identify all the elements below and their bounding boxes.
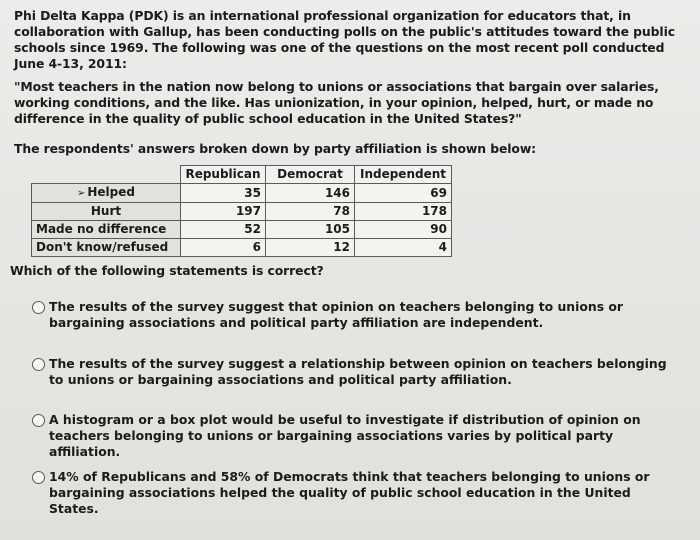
table-header-row [32,166,452,184]
intro-paragraph: Phi Delta Kappa (PDK) is an international professional organization for educators that, in collaboration with Gallup, has been conducting polls on the public's attitudes toward the public schools since 1969. The following was one of the questions on the most recent poll conducted June 4-13, 2011: [14,8,675,71]
table-row [32,184,452,203]
radio-button-icon[interactable] [32,471,45,484]
table-cell: 12 [266,239,355,257]
option-text: A histogram or a box plot would be useful to investigate if distribution of opinion on teachers belonging to unions or bargaining associations varies by political party affiliation. [49,412,641,459]
table-caption: The respondents' answers broken down by party affiliation is shown below: [14,141,537,156]
table-row [32,221,452,239]
table-row [32,239,452,257]
option-text: The results of the survey suggest a relationship between opinion on teachers belonging to unions or bargaining associations and political party affiliation. [49,356,667,387]
answer-option-a[interactable] [32,299,682,331]
row-label-text: Helped [87,185,135,199]
table-cell: 35 [181,184,266,203]
option-text-end: the quality of public school education in the United States. [49,485,631,516]
option-text [49,469,682,517]
radio-button-icon[interactable] [32,358,45,371]
answer-option-c[interactable] [32,412,682,460]
table-cell: 69 [355,184,452,203]
table-cell: 6 [181,239,266,257]
option-text-start: 14% of Republicans and 58% of Democrats think that teachers belonging to unions or bargaining associations [49,469,650,500]
option-text: The results of the survey suggest that opinion on teachers belonging to unions or bargaining associations and political party affiliation are independent. [49,299,624,330]
question-prompt: Which of the following statements is correct? [10,263,324,278]
answer-option-d[interactable] [32,469,682,517]
table-row [32,203,452,221]
radio-button-icon[interactable] [32,301,45,314]
poll-question-quote: "Most teachers in the nation now belong to unions or associations that bargain over salaries, working conditions, and the like. Has unionization, in your opinion, helped, hurt, or made no difference in the quality of public school education in the United States?" [14,79,659,126]
table-cell: 52 [181,221,266,239]
column-header-independent: Independent [355,166,452,184]
table-cell: 90 [355,221,452,239]
row-label-hurt: Hurt [32,203,181,221]
table-corner [32,166,181,184]
table-cell: 146 [266,184,355,203]
pointer-cursor-icon: ➢ [76,188,86,199]
table-cell: 197 [181,203,266,221]
row-label-no-difference: Made no difference [32,221,181,239]
responses-table [31,165,452,257]
row-label-dont-know: Don't know/refused [32,239,181,257]
answer-option-b[interactable] [32,356,682,388]
column-header-democrat: Democrat [266,166,355,184]
option-text-emphasis: helped [219,485,268,500]
table-cell: 78 [266,203,355,221]
table-cell: 4 [355,239,452,257]
radio-button-icon[interactable] [32,414,45,427]
table-cell: 178 [355,203,452,221]
row-label-helped [32,184,181,203]
table-cell: 105 [266,221,355,239]
column-header-republican: Republican [181,166,266,184]
